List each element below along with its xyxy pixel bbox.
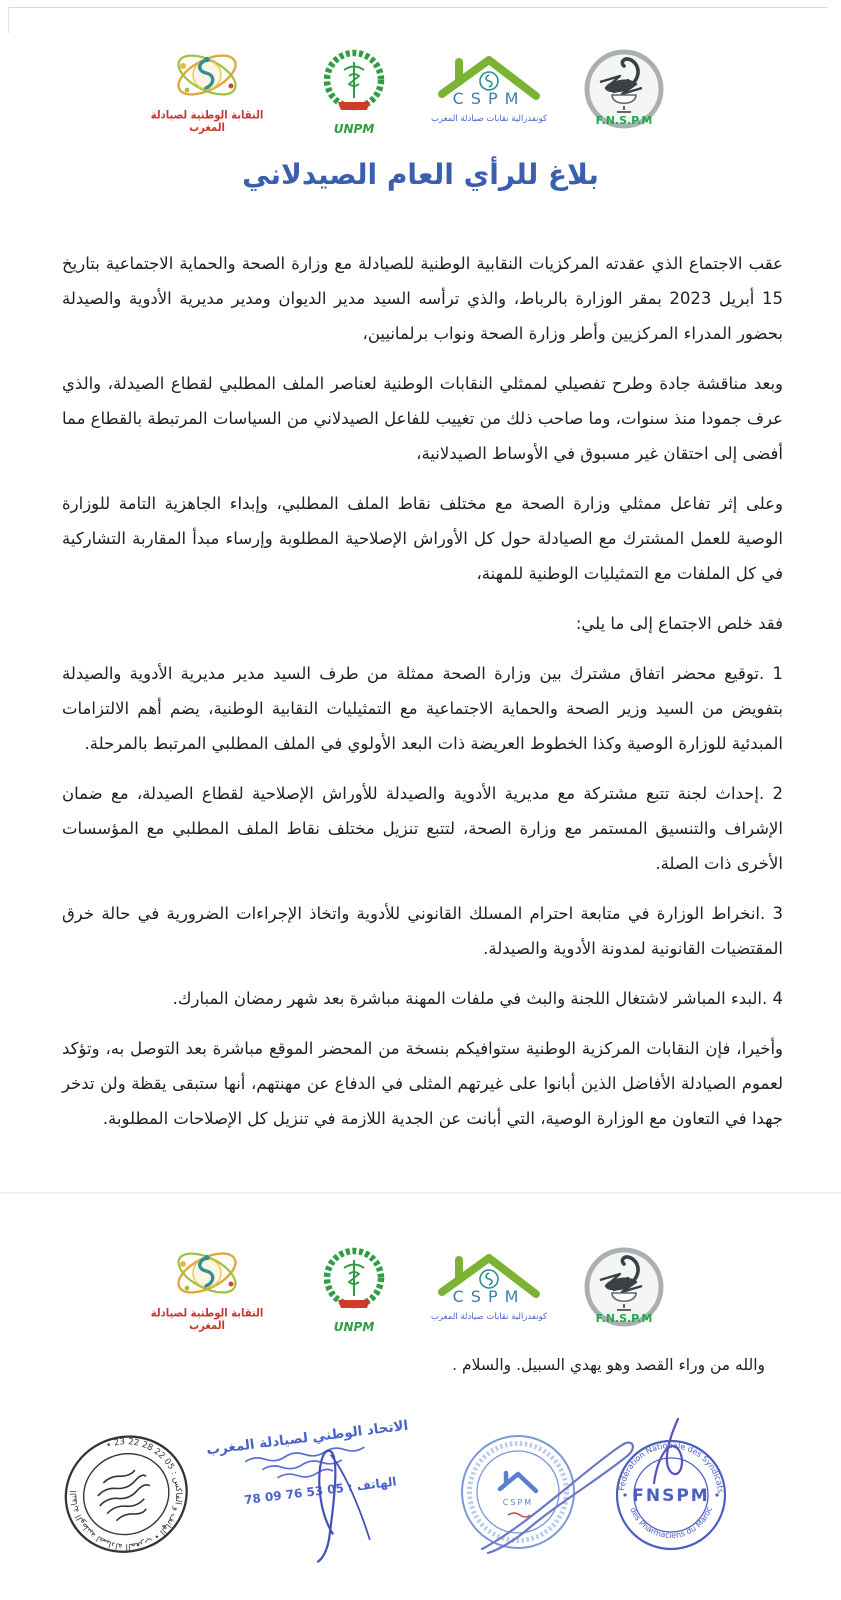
page-break-line [0,1192,841,1194]
snpm-caption: النقابة الوطنية لصيادلة المغرب [150,1307,264,1333]
snpm-round-stamp [29,1397,226,1596]
svg-text:des Pharmaciens du Maroc [628,1506,714,1541]
snpm-logo [148,48,266,133]
cspm-stamp-center: CSPM [502,1498,534,1507]
cspm-emblem-icon [428,1246,550,1308]
unpm-stamp-phone: الهاتف : 05 53 76 09 78 [243,1474,398,1508]
paragraph-final: وأخيرا، فإن النقابات المركزية الوطنية ستوافيكم بنسخة من المحضر الموقع مباشرة بعد التوصل به، وتؤكد لعموم الصيادلة الأفاضل الذين أبانوا على غيرتهم المثلى في الدفاع عن مهنتهم، أنها ستبقى يقظة ولن تدخر جهدا في التعاون مع الوزارة الوصية، التي أبانت عن الجدية اللازمة في تنزيل كل الإصلاحات المطلوبة. [62,1039,783,1128]
paragraph-meeting: عقب الاجتماع الذي عقدته المركزيات النقابية الوطنية للصيادلة مع وزارة الصحة والحماية الاجتماعية بتاريخ 15 أبريل 2023 بمقر الوزارة بالرباط، والذي ترأسه السيد مدير الديوان ومدير مديرية الأدوية والصيدلة بحضور المدراء المركزيين وأطر وزارة الصحة ونواب برلمانيين، [62,254,784,343]
unpm-logo [308,48,400,136]
header-logos-row [0,48,841,148]
cspm-logo [428,48,550,124]
snpm-stamp-center-text [91,1465,158,1526]
fnspm-stamp-ring-top: Fédération Nationale des Syndicats [617,1440,725,1494]
fnspm-emblem-icon [576,48,672,132]
list-item-4: 4 .البدء المباشر لاشتغال اللجنة والبث في ملفات المهنة مباشرة بعد شهر رمضان المبارك. [172,989,783,1008]
cspm-logo [428,1246,550,1322]
scan-edge-top [8,7,827,8]
unpm-stamp-title: الاتحاد الوطني لصيادلة المغرب [205,1417,410,1459]
list-item-2: 2 .إحداث لجنة تتبع مشتركة مع مديرية الأدوية والصيدلة للأوراش الإصلاحية لقطاع الصيدلة، مع ضمان الإشراف والتنسيق المستمر مع وزارة الصحة، لتتبع تنزيل مختلف نقاط الملف المطلبي مع المؤسسات الأخرى ذات الصلة. [62,784,783,873]
unpm-emblem-icon [309,1246,399,1316]
paragraph-response: وعلى إثر تفاعل ممثلي وزارة الصحة مع مختلف نقاط الملف المطلبي، وإبداء الجاهزية التامة للوزارة الوصية للعمل المشترك مع الصيادلة حول كل الأوراش الإصلاحية المطلوبة وإرساء مبدأ المقاربة التشاركية في كل الملفات مع التمثيليات الوطنية للمهنة، [62,494,783,583]
fnspm-logo [572,48,676,136]
snpm-logo [148,1246,266,1331]
cspm-caption: كونفدرالية نقابات صيادلة المغرب [430,1312,548,1322]
closing-line: والله من وراء القصد وهو يهدي السبيل. والسلام . [452,1356,765,1374]
fnspm-caption: F.N.S.P.M [595,1312,653,1325]
cspm-acronym: CSPM [452,1287,526,1306]
list-intro: فقد خلص الاجتماع إلى ما يلي: [575,614,783,633]
page-title: بلاغ للرأي العام الصيدلاني [242,158,599,191]
unpm-emblem-icon [309,48,399,118]
fnspm-stamp-center: FNSPM [632,1486,710,1506]
snpm-caption: النقابة الوطنية لصيادلة المغرب [150,109,264,135]
unpm-ink-stamp [205,1417,416,1510]
cspm-acronym: CSPM [452,89,526,108]
unpm-caption: UNPM [333,1320,375,1334]
footer-logos-row [0,1246,841,1346]
cspm-caption: كونفدرالية نقابات صيادلة المغرب [430,114,548,124]
unpm-logo [308,1246,400,1334]
fnspm-caption: F.N.S.P.M [595,114,653,127]
svg-text:النقابة الوطنية لصيادلة المغرب [52,1420,201,1569]
snpm-emblem-icon [151,48,263,106]
scan-edge-left [8,7,9,33]
unpm-caption: UNPM [333,122,375,136]
fnspm-logo [572,1246,676,1334]
snpm-emblem-icon [151,1246,263,1304]
stamps-row [0,1405,841,1595]
fnspm-emblem-icon [576,1246,672,1330]
fnspm-round-stamp [596,1411,746,1565]
list-item-1: 1 .توقيع محضر اتفاق مشترك بين وزارة الصحة ممثلة من طرف السيد مدير مديرية الأدوية والصيدلة بتفويض من السيد وزير الصحة والحماية الاجتماعية مع التمثيليات النقابية الوطنية، يضم أهم الالتزامات المبدئية للوزارة الوصية وكذا الخطوط العريضة ذات البعد الأولوي في الملف المطلبي المرتبط بالمرحلة. [62,664,783,753]
cspm-emblem-icon [428,48,550,110]
paragraph-discussion: وبعد مناقشة جادة وطرح تفصيلي لممثلي النقابات الوطنية لعناصر الملف المطلبي لقطاع الصيدلة، والذي عرف جمودا منذ سنوات، وما صاحب ذلك من تغييب للفاعل الصيدلاني من السياسات المرتبطة بالقطاع مما أفضى إلى احتقان غير مسبوق في الأوساط الصيدلانية، [62,374,783,463]
list-item-3: 3 .انخراط الوزارة في متابعة احترام المسلك القانوني للأدوية واتخاذ الإجراءات الضرورية في حالة خرق المقتضيات القانونية لمدونة الأدوية والصيدلة. [62,904,783,958]
fnspm-stamp-ring-bottom: des Pharmaciens du Maroc [628,1505,714,1541]
fnspm-round-stamp-icon [596,1411,746,1561]
snpm-round-stamp-icon [29,1397,224,1592]
document-body [62,246,783,1151]
snpm-stamp-ring-text: النقابة الوطنية لصيادلة المغرب ٭ الهاتف و الفاكس : 05 22 28 22 23 ٭ [69,1437,184,1552]
